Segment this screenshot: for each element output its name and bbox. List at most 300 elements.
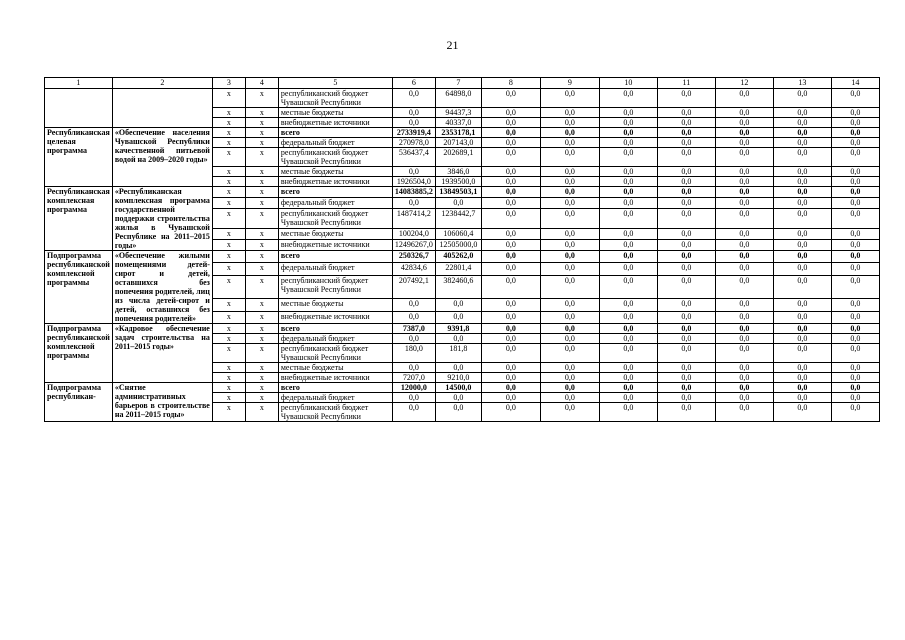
value-cell-10: 0,0 — [599, 363, 657, 373]
value-cell-13: 0,0 — [773, 138, 831, 148]
value-cell-14: 0,0 — [831, 251, 879, 263]
value-cell-10: 0,0 — [599, 334, 657, 344]
value-cell-6: 0,0 — [392, 89, 435, 108]
column-number-5: 5 — [278, 78, 392, 89]
funding-source-cell: всего — [278, 128, 392, 138]
value-cell-11: 0,0 — [657, 344, 715, 363]
code-cell-3: х — [212, 177, 245, 187]
value-cell-12: 0,0 — [715, 148, 773, 167]
value-cell-9: 0,0 — [540, 177, 599, 187]
value-cell-12: 0,0 — [715, 275, 773, 299]
code-cell-4: х — [245, 108, 278, 118]
value-cell-13: 0,0 — [773, 167, 831, 177]
value-cell-6: 0,0 — [392, 311, 435, 323]
value-cell-8: 0,0 — [481, 240, 540, 251]
column-number-8: 8 — [481, 78, 540, 89]
value-cell-8: 0,0 — [481, 118, 540, 128]
value-cell-10: 0,0 — [599, 177, 657, 187]
funding-source-cell: федеральный бюджет — [278, 263, 392, 275]
value-cell-10: 0,0 — [599, 263, 657, 275]
value-cell-7: 0,0 — [435, 197, 481, 208]
code-cell-3: х — [212, 138, 245, 148]
value-cell-8: 0,0 — [481, 89, 540, 108]
value-cell-14: 0,0 — [831, 311, 879, 323]
value-cell-12: 0,0 — [715, 251, 773, 263]
value-cell-13: 0,0 — [773, 187, 831, 198]
value-cell-14: 0,0 — [831, 148, 879, 167]
funding-source-cell: федеральный бюджет — [278, 138, 392, 148]
value-cell-11: 0,0 — [657, 324, 715, 334]
code-cell-3: х — [212, 373, 245, 383]
value-cell-7: 382460,6 — [435, 275, 481, 299]
value-cell-9: 0,0 — [540, 344, 599, 363]
value-cell-6: 0,0 — [392, 403, 435, 422]
value-cell-9: 0,0 — [540, 263, 599, 275]
value-cell-6: 0,0 — [392, 334, 435, 344]
value-cell-12: 0,0 — [715, 208, 773, 229]
value-cell-12: 0,0 — [715, 403, 773, 422]
value-cell-6: 0,0 — [392, 299, 435, 311]
code-cell-3: х — [212, 89, 245, 108]
column-number-7: 7 — [435, 78, 481, 89]
value-cell-11: 0,0 — [657, 393, 715, 403]
value-cell-8: 0,0 — [481, 344, 540, 363]
value-cell-9: 0,0 — [540, 148, 599, 167]
code-cell-4: х — [245, 167, 278, 177]
value-cell-13: 0,0 — [773, 393, 831, 403]
value-cell-14: 0,0 — [831, 373, 879, 383]
value-cell-11: 0,0 — [657, 187, 715, 198]
program-name-cell: «Кадровое обеспечение задач строительства на 2011–2015 годы» — [112, 324, 212, 383]
program-name-cell — [112, 89, 212, 128]
value-cell-14: 0,0 — [831, 383, 879, 393]
value-cell-8: 0,0 — [481, 167, 540, 177]
code-cell-4: х — [245, 363, 278, 373]
value-cell-7: 64898,0 — [435, 89, 481, 108]
code-cell-4: х — [245, 128, 278, 138]
page-number: 21 — [446, 38, 459, 52]
value-cell-6: 0,0 — [392, 197, 435, 208]
value-cell-9: 0,0 — [540, 311, 599, 323]
value-cell-9: 0,0 — [540, 128, 599, 138]
value-cell-12: 0,0 — [715, 89, 773, 108]
value-cell-6: 7387,0 — [392, 324, 435, 334]
value-cell-13: 0,0 — [773, 299, 831, 311]
value-cell-9: 0,0 — [540, 373, 599, 383]
funding-source-cell: внебюджетные источники — [278, 177, 392, 187]
value-cell-13: 0,0 — [773, 128, 831, 138]
funding-source-cell: внебюджетные источники — [278, 373, 392, 383]
code-cell-4: х — [245, 373, 278, 383]
column-number-14: 14 — [831, 78, 879, 89]
value-cell-14: 0,0 — [831, 108, 879, 118]
value-cell-8: 0,0 — [481, 229, 540, 240]
code-cell-4: х — [245, 229, 278, 240]
value-cell-10: 0,0 — [599, 208, 657, 229]
value-cell-7: 405262,0 — [435, 251, 481, 263]
value-cell-9: 0,0 — [540, 403, 599, 422]
program-status-cell: Республиканская целевая программа — [45, 128, 113, 187]
code-cell-3: х — [212, 299, 245, 311]
code-cell-4: х — [245, 89, 278, 108]
value-cell-6: 180,0 — [392, 344, 435, 363]
value-cell-6: 1926504,0 — [392, 177, 435, 187]
funding-source-cell: местные бюджеты — [278, 108, 392, 118]
value-cell-8: 0,0 — [481, 148, 540, 167]
value-cell-11: 0,0 — [657, 138, 715, 148]
value-cell-13: 0,0 — [773, 334, 831, 344]
value-cell-10: 0,0 — [599, 128, 657, 138]
value-cell-9: 0,0 — [540, 251, 599, 263]
value-cell-8: 0,0 — [481, 363, 540, 373]
value-cell-11: 0,0 — [657, 240, 715, 251]
funding-source-cell: республиканский бюджет Чувашской Республики — [278, 208, 392, 229]
funding-source-cell: местные бюджеты — [278, 299, 392, 311]
value-cell-8: 0,0 — [481, 299, 540, 311]
value-cell-11: 0,0 — [657, 89, 715, 108]
value-cell-12: 0,0 — [715, 187, 773, 198]
value-cell-7: 0,0 — [435, 393, 481, 403]
value-cell-6: 14083885,2 — [392, 187, 435, 198]
value-cell-13: 0,0 — [773, 208, 831, 229]
value-cell-8: 0,0 — [481, 324, 540, 334]
value-cell-14: 0,0 — [831, 403, 879, 422]
value-cell-7: 0,0 — [435, 299, 481, 311]
value-cell-13: 0,0 — [773, 240, 831, 251]
code-cell-3: х — [212, 324, 245, 334]
code-cell-3: х — [212, 128, 245, 138]
value-cell-12: 0,0 — [715, 118, 773, 128]
program-status-cell: Республиканская комплексная программа — [45, 187, 113, 251]
code-cell-4: х — [245, 403, 278, 422]
program-status-cell — [45, 89, 113, 128]
value-cell-12: 0,0 — [715, 128, 773, 138]
value-cell-13: 0,0 — [773, 311, 831, 323]
code-cell-3: х — [212, 229, 245, 240]
table-row — [45, 383, 880, 393]
value-cell-8: 0,0 — [481, 393, 540, 403]
table-row — [45, 187, 880, 198]
value-cell-11: 0,0 — [657, 383, 715, 393]
code-cell-4: х — [245, 344, 278, 363]
code-cell-3: х — [212, 403, 245, 422]
value-cell-13: 0,0 — [773, 324, 831, 334]
value-cell-8: 0,0 — [481, 197, 540, 208]
value-cell-6: 12000,0 — [392, 383, 435, 393]
value-cell-7: 94437,3 — [435, 108, 481, 118]
value-cell-11: 0,0 — [657, 334, 715, 344]
value-cell-6: 207492,1 — [392, 275, 435, 299]
value-cell-10: 0,0 — [599, 89, 657, 108]
value-cell-12: 0,0 — [715, 383, 773, 393]
value-cell-12: 0,0 — [715, 299, 773, 311]
value-cell-8: 0,0 — [481, 263, 540, 275]
column-number-1: 1 — [45, 78, 113, 89]
program-status-cell: Подпрограмма республиканской комплексной программы — [45, 251, 113, 324]
value-cell-8: 0,0 — [481, 373, 540, 383]
value-cell-9: 0,0 — [540, 187, 599, 198]
value-cell-11: 0,0 — [657, 311, 715, 323]
code-cell-4: х — [245, 118, 278, 128]
value-cell-7: 1238442,7 — [435, 208, 481, 229]
value-cell-9: 0,0 — [540, 229, 599, 240]
code-cell-3: х — [212, 275, 245, 299]
program-name-cell: «Республиканская комплексная программа государственной поддержки строительства жилья в Чувашской Республике на 2011–2015 годы» — [112, 187, 212, 251]
value-cell-6: 0,0 — [392, 118, 435, 128]
value-cell-10: 0,0 — [599, 167, 657, 177]
value-cell-11: 0,0 — [657, 373, 715, 383]
value-cell-9: 0,0 — [540, 383, 599, 393]
value-cell-10: 0,0 — [599, 275, 657, 299]
value-cell-11: 0,0 — [657, 167, 715, 177]
funding-source-cell: федеральный бюджет — [278, 334, 392, 344]
value-cell-7: 1939500,0 — [435, 177, 481, 187]
value-cell-7: 3846,0 — [435, 167, 481, 177]
column-number-2: 2 — [112, 78, 212, 89]
table-row — [45, 251, 880, 263]
program-name-cell: «Снятие административных барьеров в строительстве на 2011–2015 годы» — [112, 383, 212, 422]
code-cell-3: х — [212, 148, 245, 167]
header-row — [45, 78, 880, 89]
value-cell-10: 0,0 — [599, 344, 657, 363]
code-cell-4: х — [245, 393, 278, 403]
value-cell-12: 0,0 — [715, 229, 773, 240]
program-status-cell: Подпрограмма республиканской комплексной программы — [45, 324, 113, 383]
value-cell-13: 0,0 — [773, 197, 831, 208]
value-cell-9: 0,0 — [540, 138, 599, 148]
value-cell-6: 0,0 — [392, 363, 435, 373]
value-cell-11: 0,0 — [657, 251, 715, 263]
value-cell-14: 0,0 — [831, 167, 879, 177]
code-cell-4: х — [245, 275, 278, 299]
value-cell-12: 0,0 — [715, 167, 773, 177]
column-number-9: 9 — [540, 78, 599, 89]
value-cell-13: 0,0 — [773, 148, 831, 167]
value-cell-12: 0,0 — [715, 393, 773, 403]
funding-source-cell: всего — [278, 324, 392, 334]
value-cell-10: 0,0 — [599, 240, 657, 251]
value-cell-14: 0,0 — [831, 263, 879, 275]
funding-source-cell: федеральный бюджет — [278, 197, 392, 208]
code-cell-3: х — [212, 197, 245, 208]
value-cell-12: 0,0 — [715, 324, 773, 334]
value-cell-9: 0,0 — [540, 324, 599, 334]
value-cell-14: 0,0 — [831, 229, 879, 240]
table-row — [45, 324, 880, 334]
value-cell-14: 0,0 — [831, 197, 879, 208]
value-cell-9: 0,0 — [540, 363, 599, 373]
funding-source-cell: местные бюджеты — [278, 167, 392, 177]
code-cell-4: х — [245, 138, 278, 148]
value-cell-11: 0,0 — [657, 197, 715, 208]
value-cell-6: 12496267,0 — [392, 240, 435, 251]
code-cell-4: х — [245, 187, 278, 198]
value-cell-11: 0,0 — [657, 208, 715, 229]
funding-source-cell: внебюджетные источники — [278, 311, 392, 323]
value-cell-9: 0,0 — [540, 393, 599, 403]
code-cell-3: х — [212, 167, 245, 177]
value-cell-11: 0,0 — [657, 275, 715, 299]
value-cell-11: 0,0 — [657, 299, 715, 311]
value-cell-10: 0,0 — [599, 373, 657, 383]
value-cell-9: 0,0 — [540, 299, 599, 311]
value-cell-9: 0,0 — [540, 208, 599, 229]
funding-source-cell: внебюджетные источники — [278, 118, 392, 128]
value-cell-6: 536437,4 — [392, 148, 435, 167]
value-cell-9: 0,0 — [540, 118, 599, 128]
value-cell-11: 0,0 — [657, 108, 715, 118]
value-cell-14: 0,0 — [831, 177, 879, 187]
funding-source-cell: федеральный бюджет — [278, 393, 392, 403]
value-cell-12: 0,0 — [715, 311, 773, 323]
code-cell-4: х — [245, 177, 278, 187]
column-number-4: 4 — [245, 78, 278, 89]
value-cell-14: 0,0 — [831, 275, 879, 299]
funding-source-cell: республиканский бюджет Чувашской Республики — [278, 89, 392, 108]
value-cell-9: 0,0 — [540, 240, 599, 251]
value-cell-11: 0,0 — [657, 148, 715, 167]
value-cell-7: 13849503,1 — [435, 187, 481, 198]
value-cell-8: 0,0 — [481, 108, 540, 118]
code-cell-4: х — [245, 197, 278, 208]
value-cell-10: 0,0 — [599, 393, 657, 403]
value-cell-14: 0,0 — [831, 89, 879, 108]
value-cell-10: 0,0 — [599, 383, 657, 393]
code-cell-4: х — [245, 299, 278, 311]
code-cell-3: х — [212, 383, 245, 393]
value-cell-7: 0,0 — [435, 334, 481, 344]
value-cell-13: 0,0 — [773, 403, 831, 422]
value-cell-13: 0,0 — [773, 363, 831, 373]
value-cell-14: 0,0 — [831, 344, 879, 363]
value-cell-13: 0,0 — [773, 344, 831, 363]
funding-source-cell: всего — [278, 251, 392, 263]
value-cell-7: 9210,0 — [435, 373, 481, 383]
value-cell-8: 0,0 — [481, 251, 540, 263]
value-cell-13: 0,0 — [773, 108, 831, 118]
value-cell-7: 0,0 — [435, 363, 481, 373]
value-cell-10: 0,0 — [599, 299, 657, 311]
value-cell-7: 22801,4 — [435, 263, 481, 275]
code-cell-3: х — [212, 311, 245, 323]
value-cell-7: 0,0 — [435, 311, 481, 323]
value-cell-13: 0,0 — [773, 229, 831, 240]
value-cell-14: 0,0 — [831, 334, 879, 344]
value-cell-11: 0,0 — [657, 403, 715, 422]
value-cell-10: 0,0 — [599, 403, 657, 422]
value-cell-10: 0,0 — [599, 108, 657, 118]
value-cell-6: 1487414,2 — [392, 208, 435, 229]
column-number-11: 11 — [657, 78, 715, 89]
table-row — [45, 89, 880, 108]
value-cell-11: 0,0 — [657, 263, 715, 275]
code-cell-3: х — [212, 240, 245, 251]
value-cell-9: 0,0 — [540, 275, 599, 299]
value-cell-6: 270978,0 — [392, 138, 435, 148]
value-cell-7: 181,8 — [435, 344, 481, 363]
value-cell-6: 0,0 — [392, 167, 435, 177]
value-cell-9: 0,0 — [540, 197, 599, 208]
value-cell-8: 0,0 — [481, 275, 540, 299]
value-cell-12: 0,0 — [715, 334, 773, 344]
value-cell-8: 0,0 — [481, 208, 540, 229]
value-cell-7: 202689,1 — [435, 148, 481, 167]
code-cell-4: х — [245, 148, 278, 167]
value-cell-13: 0,0 — [773, 251, 831, 263]
value-cell-14: 0,0 — [831, 393, 879, 403]
value-cell-7: 0,0 — [435, 403, 481, 422]
value-cell-14: 0,0 — [831, 240, 879, 251]
code-cell-3: х — [212, 108, 245, 118]
value-cell-6: 7207,0 — [392, 373, 435, 383]
code-cell-3: х — [212, 251, 245, 263]
value-cell-9: 0,0 — [540, 167, 599, 177]
value-cell-8: 0,0 — [481, 177, 540, 187]
value-cell-11: 0,0 — [657, 177, 715, 187]
value-cell-11: 0,0 — [657, 229, 715, 240]
value-cell-11: 0,0 — [657, 128, 715, 138]
funding-source-cell: республиканский бюджет Чувашской Республики — [278, 403, 392, 422]
value-cell-6: 100204,0 — [392, 229, 435, 240]
value-cell-7: 2353178,1 — [435, 128, 481, 138]
value-cell-6: 2733919,4 — [392, 128, 435, 138]
value-cell-10: 0,0 — [599, 229, 657, 240]
code-cell-3: х — [212, 334, 245, 344]
funding-source-cell: внебюджетные источники — [278, 240, 392, 251]
column-number-13: 13 — [773, 78, 831, 89]
value-cell-7: 106060,4 — [435, 229, 481, 240]
code-cell-4: х — [245, 240, 278, 251]
code-cell-3: х — [212, 118, 245, 128]
funding-source-cell: всего — [278, 187, 392, 198]
code-cell-3: х — [212, 208, 245, 229]
code-cell-3: х — [212, 393, 245, 403]
column-number-10: 10 — [599, 78, 657, 89]
funding-source-cell: всего — [278, 383, 392, 393]
value-cell-8: 0,0 — [481, 403, 540, 422]
value-cell-12: 0,0 — [715, 138, 773, 148]
value-cell-12: 0,0 — [715, 177, 773, 187]
funding-source-cell: местные бюджеты — [278, 363, 392, 373]
value-cell-12: 0,0 — [715, 373, 773, 383]
value-cell-13: 0,0 — [773, 373, 831, 383]
code-cell-3: х — [212, 344, 245, 363]
code-cell-3: х — [212, 263, 245, 275]
value-cell-12: 0,0 — [715, 240, 773, 251]
code-cell-4: х — [245, 324, 278, 334]
value-cell-12: 0,0 — [715, 263, 773, 275]
value-cell-10: 0,0 — [599, 197, 657, 208]
budget-table — [44, 77, 880, 422]
value-cell-10: 0,0 — [599, 138, 657, 148]
table-row — [45, 128, 880, 138]
value-cell-7: 12505000,0 — [435, 240, 481, 251]
code-cell-4: х — [245, 311, 278, 323]
value-cell-9: 0,0 — [540, 89, 599, 108]
value-cell-7: 14500,0 — [435, 383, 481, 393]
value-cell-10: 0,0 — [599, 148, 657, 167]
value-cell-9: 0,0 — [540, 334, 599, 344]
value-cell-8: 0,0 — [481, 334, 540, 344]
value-cell-14: 0,0 — [831, 299, 879, 311]
value-cell-6: 250326,7 — [392, 251, 435, 263]
value-cell-10: 0,0 — [599, 251, 657, 263]
value-cell-8: 0,0 — [481, 128, 540, 138]
value-cell-8: 0,0 — [481, 187, 540, 198]
value-cell-7: 9391,8 — [435, 324, 481, 334]
value-cell-14: 0,0 — [831, 118, 879, 128]
code-cell-4: х — [245, 263, 278, 275]
